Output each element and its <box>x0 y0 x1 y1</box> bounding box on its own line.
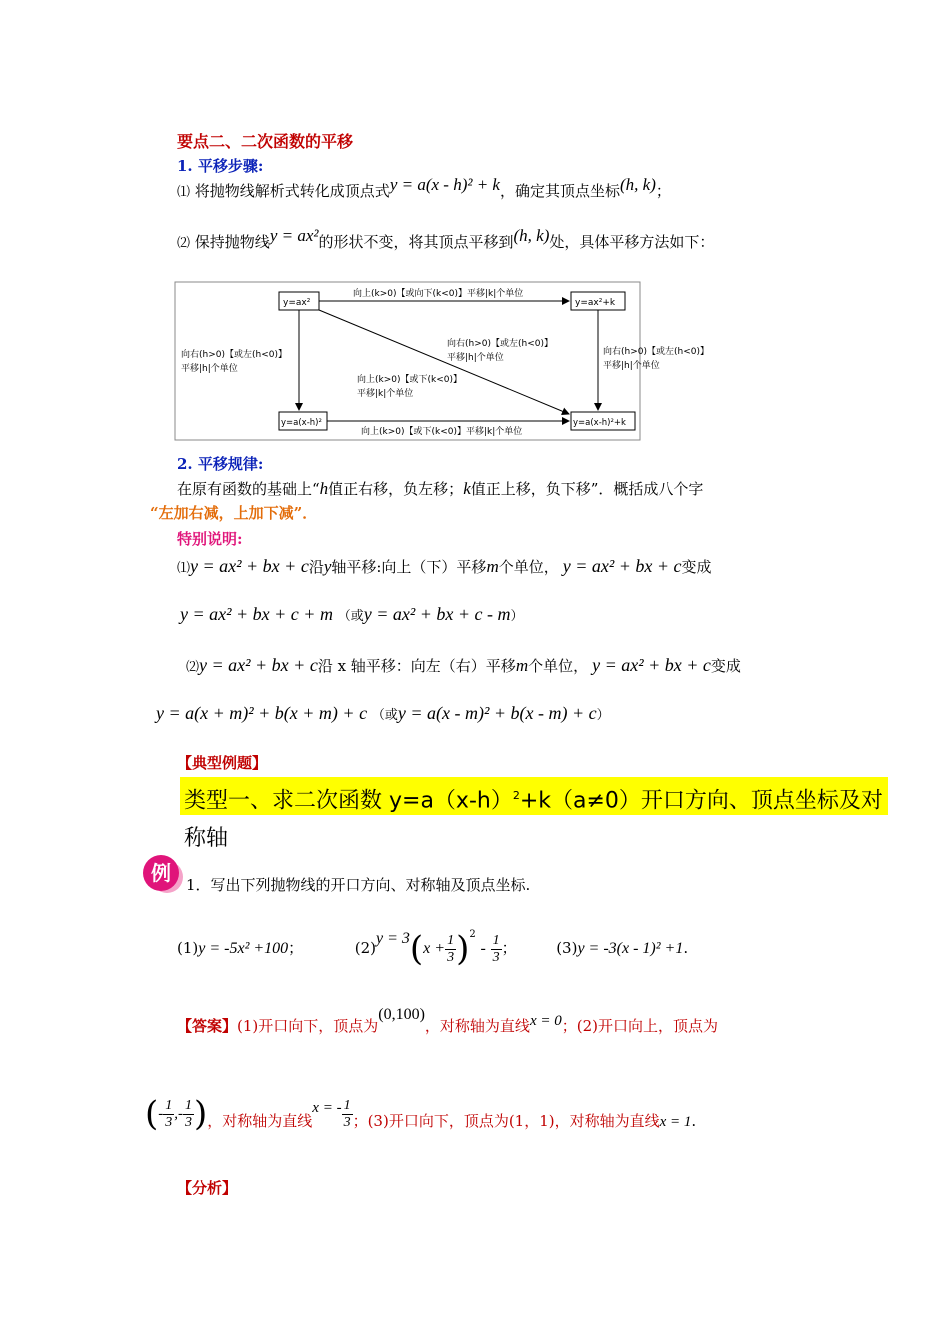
answer-v2-n2: 1 <box>185 1097 193 1113</box>
step-1-text-a: 将抛物线解析式转化成顶点式 <box>194 182 390 200</box>
answer-end: . <box>691 1112 697 1130</box>
label-diag-1a: 向右(h>0)【或左(h<0)】 <box>447 339 553 349</box>
special-item-1-t4: 变成 <box>681 558 712 576</box>
type-banner-a: 类型一、求二次函数 y=a（x-h） <box>184 788 513 814</box>
step-2-vertex: (h, k) <box>513 226 550 245</box>
part-2-fraction-2 <box>491 933 502 966</box>
part-1-label: (1) <box>177 939 199 957</box>
answer-a3: ；(2)开口向上，顶点为 <box>561 1017 718 1035</box>
part-2-den-2: 3 <box>492 949 500 965</box>
step-1-formula: y = a(x - h)² + k <box>389 175 500 194</box>
question-1-parts <box>177 920 688 970</box>
answer-v2-d2: 3 <box>185 1114 193 1130</box>
special-item-2-result <box>156 703 610 724</box>
answer-axis-2-d: 3 <box>343 1114 351 1130</box>
special-heading: 特别说明: <box>177 530 243 548</box>
part-2-sep: ； <box>501 939 517 957</box>
special-item-1-result <box>180 604 524 625</box>
rule-quote-close: ”． <box>293 504 318 522</box>
part-3-end: . <box>683 939 689 957</box>
section-title: 要点二、二次函数的平移 <box>177 132 354 151</box>
special-item-2-t1: 沿 x 轴平移：向左（右）平移 <box>317 657 516 675</box>
special-item-1-t1: 沿 <box>308 558 324 576</box>
special-item-2-m: m <box>515 656 529 675</box>
special-item-2-or: （或 <box>371 708 398 723</box>
answer-v2-pre: - <box>158 1106 164 1122</box>
step-2-number: ⑵ <box>177 236 191 251</box>
answer-line-2 <box>145 1088 696 1139</box>
step-2 <box>177 226 715 252</box>
label-right-1: 向右(h>0)【或左(h<0)】 <box>603 347 709 357</box>
label-left-2: 平移|h|个单位 <box>181 364 238 374</box>
rule-text <box>177 478 703 499</box>
special-item-2-close: ） <box>596 708 610 723</box>
special-item-2-f2: y = ax² + bx + c <box>592 655 711 675</box>
answer-axis-2-n: 1 <box>343 1097 351 1113</box>
rule-h-var: h <box>319 479 329 498</box>
step-2-formula: y = ax² <box>269 226 319 245</box>
part-2-close-paren: ) <box>456 929 470 969</box>
answer-v2-n1: 1 <box>165 1097 173 1113</box>
special-item-2-t3: 变成 <box>710 657 741 675</box>
label-diag-2a: 向上(k>0)【或下(k<0)】 <box>357 375 463 385</box>
type-banner-b: +k（a≠0）开口方向、顶点坐标及对称轴 <box>184 788 883 852</box>
label-diag-1b: 平移|h|个单位 <box>447 353 504 363</box>
step-2-text-b: 的形状不变，将其顶点平移到 <box>318 233 514 251</box>
answer-a5: ；(3)开口向下，顶点为(1，1)，对称轴为直线 <box>352 1112 660 1130</box>
special-item-2-t2: 个单位， <box>528 657 589 675</box>
answer-a2: ，对称轴为直线 <box>424 1017 530 1035</box>
step-1-vertex: (h, k) <box>620 175 656 194</box>
special-item-2-r1: y = a(x + m)² + b(x + m) + c <box>156 703 368 723</box>
translation-diagram <box>175 282 709 440</box>
box-tl-label: y=ax² <box>283 298 311 308</box>
rule-k-var: k <box>463 479 471 498</box>
box-bl-label: y=a(x-h)² <box>281 418 322 428</box>
step-1-text-b: ，确定其顶点坐标 <box>499 182 620 200</box>
answer-line-1 <box>177 1004 718 1049</box>
rule-text-b: 值正右移，负左移； <box>328 480 464 498</box>
step-1 <box>177 175 671 201</box>
answer-v2-fraction-2 <box>183 1098 194 1131</box>
special-item-1-t2: 轴平移:向上（下）平移 <box>331 558 487 576</box>
answer-v2-close: ) <box>194 1094 208 1134</box>
part-2-minus: - <box>480 940 486 957</box>
special-item-1-m: m <box>486 557 499 576</box>
part-2-num-2: 1 <box>492 932 500 948</box>
answer-axis-1: x = 0 <box>529 1013 562 1029</box>
special-item-1-t3: 个单位， <box>498 558 559 576</box>
label-top: 向上(k>0)【或向下(k<0)】平移|k|个单位 <box>353 289 524 299</box>
special-item-1-r2: y = ax² + bx + c - m <box>363 604 511 624</box>
special-item-2-number: ⑵ <box>186 660 200 675</box>
step-2-text-c: 处，具体平移方法如下： <box>549 233 715 251</box>
rule-text-a: 在原有函数的基础上“ <box>177 480 320 498</box>
type-banner-sup: 2 <box>512 789 520 802</box>
rule-heading: 2. 平移规律: <box>177 455 264 473</box>
part-1-sep: ； <box>288 939 304 957</box>
part-2-sup: 2 <box>469 929 476 940</box>
answer-axis-2-pre: x = - <box>312 1100 342 1116</box>
part-2-label: (2) <box>354 939 376 957</box>
answer-a1: (1)开口向下，顶点为 <box>237 1017 379 1035</box>
answer-tag: 【答案】 <box>177 1017 238 1035</box>
rule-text-c: 值正上移，负下移”．概括成八个字 <box>470 480 704 498</box>
part-3-label: (3) <box>556 939 578 957</box>
step-1-end: ； <box>655 182 671 200</box>
part-2-fraction-1 <box>445 933 456 966</box>
rule-slogan: 左加右减，上加下减 <box>158 504 294 522</box>
special-item-1-number: ⑴ <box>177 561 191 576</box>
answer-vertex-1: (0,100) <box>378 1006 425 1023</box>
answer-v2-fraction-1 <box>163 1098 174 1131</box>
part-2-den-1: 3 <box>447 949 455 965</box>
box-br-label: y=a(x-h)²+k <box>573 418 626 428</box>
special-item-1-r1: y = ax² + bx + c + m <box>180 604 333 624</box>
answer-axis-2-fraction <box>342 1098 353 1131</box>
special-item-2-f1: y = ax² + bx + c <box>199 655 318 675</box>
rule-slogan-line <box>150 502 317 523</box>
rule-quote-open: “ <box>150 504 159 522</box>
step-heading: 1. 平移步骤: <box>177 157 264 175</box>
step-1-number: ⑴ <box>177 185 191 200</box>
part-2-pre: y = 3 <box>376 930 410 947</box>
part-2-num-1: 1 <box>447 932 455 948</box>
special-item-1-axis: y <box>323 557 332 576</box>
answer-v2-open: ( <box>145 1094 159 1134</box>
part-2-open-paren: ( <box>409 929 424 969</box>
example-badge: 例 <box>143 855 179 891</box>
analysis-tag: 【分析】 <box>177 1179 238 1197</box>
answer-v2-d1: 3 <box>165 1114 173 1130</box>
special-item-1-close: ） <box>510 609 524 624</box>
part-3-formula: y = -3(x - 1)² +1 <box>577 940 684 957</box>
special-item-1-f1: y = ax² + bx + c <box>190 556 309 576</box>
box-tr-label: y=ax²+k <box>575 298 616 308</box>
special-item-2 <box>186 655 741 676</box>
examples-heading: 【典型例题】 <box>177 754 268 772</box>
step-2-text-a: 保持抛物线 <box>194 233 270 251</box>
label-bottom: 向上(k>0)【或下(k<0)】平移|k|个单位 <box>361 427 523 437</box>
special-item-1-f2: y = ax² + bx + c <box>562 556 682 576</box>
special-item-2-r2: y = a(x - m)² + b(x - m) + c <box>397 703 597 723</box>
special-item-1-or: （或 <box>337 609 364 624</box>
answer-axis-3: x = 1 <box>659 1114 692 1130</box>
question-1-text: 1．写出下列抛物线的开口方向、对称轴及顶点坐标. <box>186 876 531 894</box>
part-2-x: x + <box>423 940 446 957</box>
label-right-2: 平移|h|个单位 <box>603 361 660 371</box>
label-left-1: 向右(h>0)【或左(h<0)】 <box>181 350 287 360</box>
answer-v2-mid: ,- <box>174 1106 184 1122</box>
label-diag-2b: 平移|k|个单位 <box>357 389 414 399</box>
part-1-formula: y = -5x² +100 <box>198 940 289 957</box>
answer-a4: ，对称轴为直线 <box>207 1112 313 1130</box>
special-item-1 <box>177 556 712 577</box>
